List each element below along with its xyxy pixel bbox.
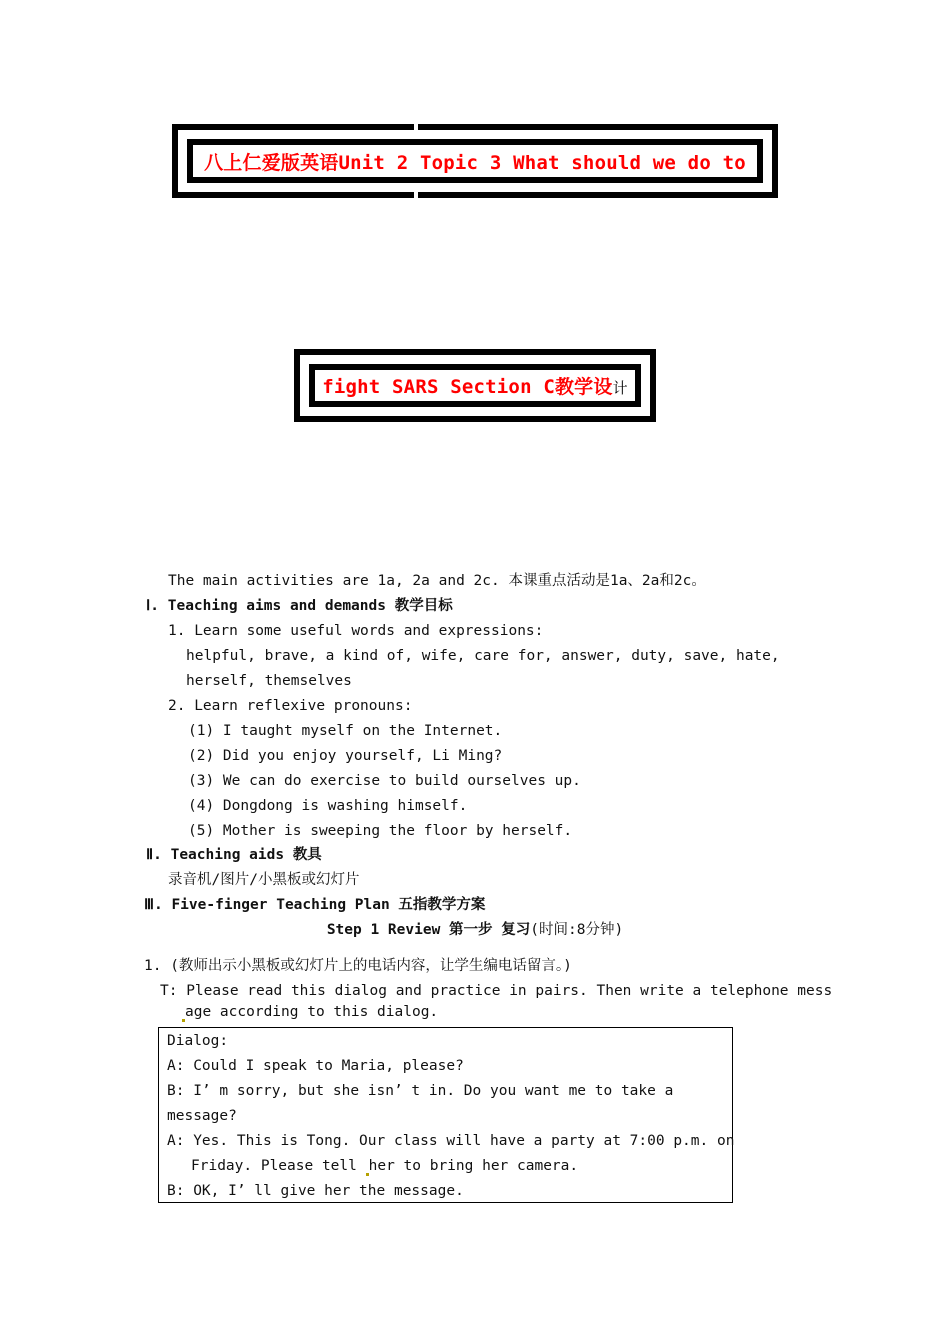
dialog-label: Dialog: <box>167 1033 229 1049</box>
vocab-line-1: helpful, brave, a kind of, wife, care for, answer, duty, save, hate, <box>186 648 780 664</box>
step1-heading: Step 1 Review 第一步 复习(时间:8分钟) <box>326 922 624 938</box>
dialog-box <box>158 1027 733 1203</box>
example-5: (5) Mother is sweeping the floor by herself. <box>188 823 573 839</box>
vocab-line-2: herself, themselves <box>186 673 352 689</box>
teacher-line-2: age according to this dialog. <box>182 1002 438 1022</box>
dialog-line-6: B: OK, I’ ll give her the message. <box>167 1183 464 1199</box>
activity-item: 1. (教师出示小黑板或幻灯片上的电话内容，让学生编电话留言。) <box>144 958 572 974</box>
dialog-line-2: B: I’ m sorry, but she isn’ t in. Do you want me to take a <box>167 1083 674 1099</box>
example-4: (4) Dongdong is washing himself. <box>188 798 468 814</box>
dialog-line-1: A: Could I speak to Maria, please? <box>167 1058 464 1074</box>
dialog-line-3: message? <box>167 1108 237 1124</box>
example-3: (3) We can do exercise to build ourselves up. <box>188 773 581 789</box>
section2-content: 录音机/图片/小黑板或幻灯片 <box>168 872 360 888</box>
section2-heading: Ⅱ. Teaching aids 教具 <box>146 847 322 863</box>
example-1: (1) I taught myself on the Internet. <box>188 723 503 739</box>
title-frame-bottom <box>294 349 656 422</box>
section1-heading: Ⅰ. Teaching aims and demands 教学目标 <box>146 598 453 614</box>
section1-item1: 1. Learn some useful words and expressions: <box>168 623 544 639</box>
section3-heading: Ⅲ. Five-finger Teaching Plan 五指教学方案 <box>144 897 486 913</box>
intro-text: The main activities are 1a, 2a and 2c. 本课重点活动是1a、2a和2c。 <box>168 573 706 589</box>
example-2: (2) Did you enjoy yourself, Li Ming? <box>188 748 503 764</box>
document-title-line2: fight SARS Section C教学设计 <box>322 372 628 399</box>
dialog-line-4: A: Yes. This is Tong. Our class will have a party at 7:00 p.m. on <box>167 1133 735 1149</box>
section1-item2: 2. Learn reflexive pronouns: <box>168 698 413 714</box>
teacher-line-1: T: Please read this dialog and practice in pairs. Then write a telephone mess <box>160 983 833 999</box>
dialog-line-5: Friday. Please tell her to bring her camera. <box>191 1158 579 1174</box>
document-title-line1: 八上仁爱版英语Unit 2 Topic 3 What should we do to <box>204 148 746 175</box>
title-frame-top <box>172 124 778 198</box>
